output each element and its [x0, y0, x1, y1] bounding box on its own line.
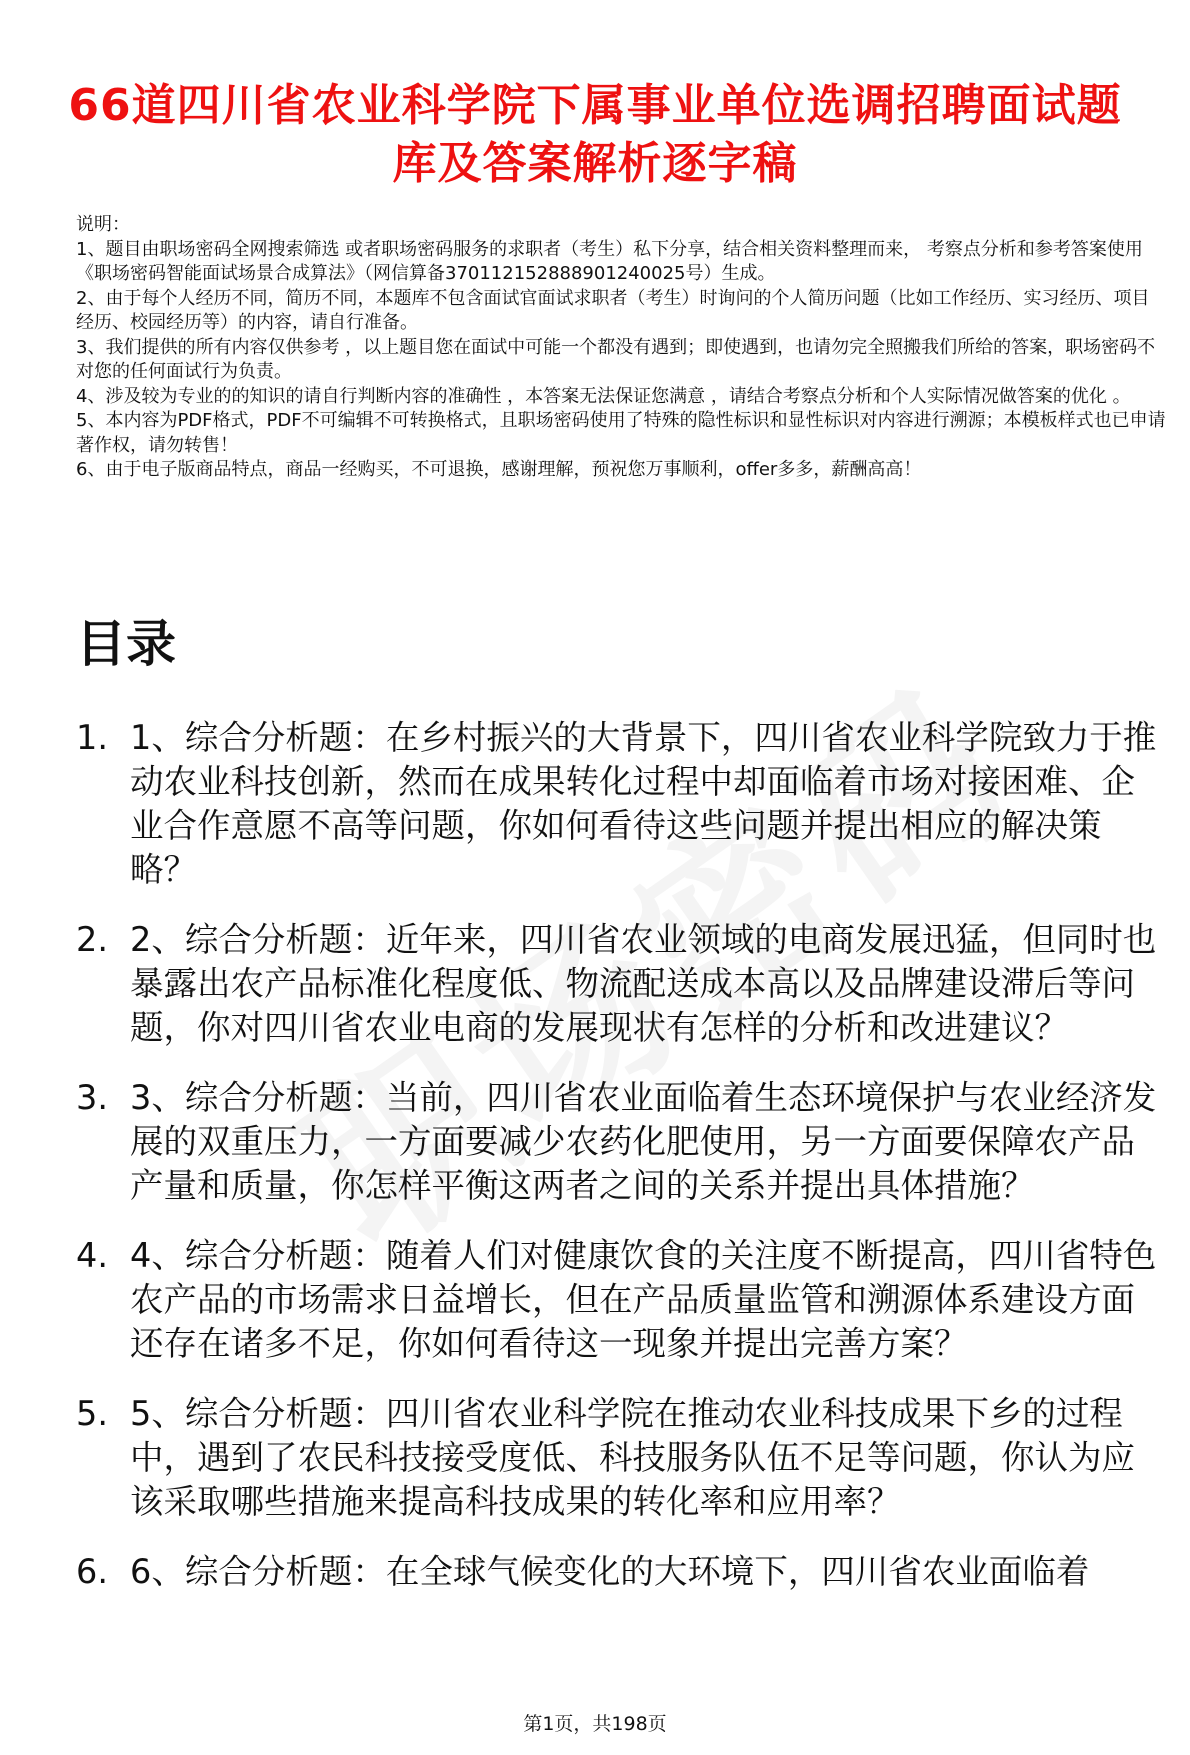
toc-item-number: 3. — [76, 1078, 108, 1117]
toc-item-number: 1. — [76, 718, 108, 757]
toc-heading: 目录 — [76, 615, 176, 673]
toc-item[interactable] — [76, 1076, 1168, 1208]
toc-item-number: 6. — [76, 1552, 108, 1591]
toc-item[interactable] — [76, 1550, 1168, 1594]
toc-item-text: 5、综合分析题：四川省农业科学院在推动农业科技成果下乡的过程中，遇到了农民科技接受度低、科技服务队伍不足等问题，你认为应该采取哪些措施来提高科技成果的转化率和应用率？ — [130, 1394, 1135, 1521]
note-item: 6、由于电子版商品特点，商品一经购买，不可退换，感谢理解，预祝您万事顺利，offer多多，薪酬高高！ — [76, 459, 922, 480]
toc-item-number: 2. — [76, 920, 108, 959]
document-title: 66道四川省农业科学院下属事业单位选调招聘面试题库及答案解析逐字稿 — [68, 80, 1122, 190]
toc-item-number: 4. — [76, 1236, 108, 1275]
page-footer: 第1页，共198页 — [0, 1710, 1190, 1738]
toc-item[interactable] — [76, 1392, 1168, 1524]
toc-item-text: 6、综合分析题：在全球气候变化的大环境下，四川省农业面临着 — [130, 1552, 1090, 1591]
note-item: 5、本内容为PDF格式，PDF不可编辑不可转换格式，且职场密码使用了特殊的隐性标识和显性标识对内容进行溯源；本模板样式也已申请著作权，请勿转售！ — [76, 410, 1166, 456]
toc-item-text: 4、综合分析题：随着人们对健康饮食的关注度不断提高，四川省特色农产品的市场需求日益增长，但在产品质量监管和溯源体系建设方面还存在诸多不足，你如何看待这一现象并提出完善方案？ — [130, 1236, 1157, 1363]
toc-item-text: 3、综合分析题：当前，四川省农业面临着生态环境保护与农业经济发展的双重压力，一方面要减少农药化肥使用，另一方面要保障农产品产量和质量，你怎样平衡这两者之间的关系并提出具体措施？ — [130, 1078, 1157, 1205]
toc-item[interactable] — [76, 716, 1168, 892]
note-item: 4、涉及较为专业的的知识的请自行判断内容的准确性 ，本答案无法保证您满意 ，请结合考察点分析和个人实际情况做答案的优化 。 — [76, 385, 1131, 407]
note-item: 3、我们提供的所有内容仅供参考 ，以上题目您在面试中可能一个都没有遇到；即使遇到，也请勿完全照搬我们所给的答案，职场密码不对您的任何面试行为负责。 — [76, 336, 1156, 382]
toc-item-text: 2、综合分析题：近年来，四川省农业领域的电商发展迅猛，但同时也暴露出农产品标准化程度低、物流配送成本高以及品牌建设滞后等问题，你对四川省农业电商的发展现状有怎样的分析和改进建议？ — [130, 920, 1157, 1047]
note-item: 2、由于每个人经历不同，简历不同，本题库不包含面试官面试求职者（考生）时询问的个人简历问题（比如工作经历、实习经历、项目经历、校园经历等）的内容，请自行准备。 — [76, 287, 1150, 333]
toc-item[interactable] — [76, 918, 1168, 1050]
notes-heading: 说明： — [76, 214, 130, 235]
toc-item-number: 5. — [76, 1394, 108, 1433]
toc-item[interactable] — [76, 1234, 1168, 1366]
note-item: 1、题目由职场密码全网搜索筛选 或者职场密码服务的求职者（考生）私下分享，结合相关资料整理而来， 考察点分析和参考答案使用《职场密码智能面试场景合成算法》（网信算备37011215288890124002​5号）生成。 — [76, 238, 1143, 284]
notes-section — [76, 213, 1166, 483]
toc-list — [76, 716, 1168, 1620]
toc-item-text: 1、综合分析题：在乡村振兴的大背景下，四川省农业科学院致力于推动农业科技创新，然而在成果转化过程中却面临着市场对接困难、企业合作意愿不高等问题，你如何看待这些问题并提出相应的解决策略？ — [130, 718, 1157, 889]
